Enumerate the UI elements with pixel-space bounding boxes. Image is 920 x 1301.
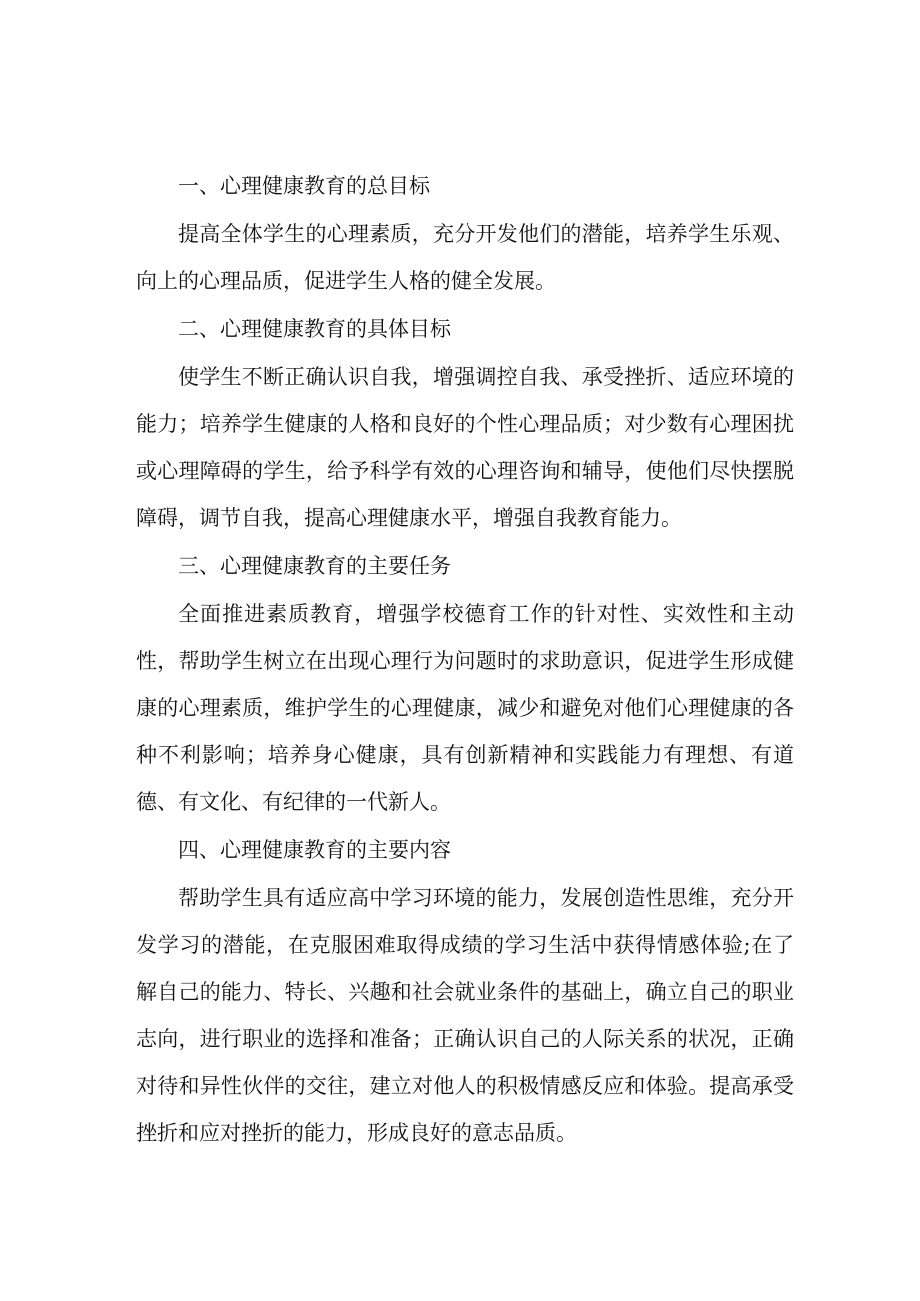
section-body-2: 使学生不断正确认识自我，增强调控自我、承受挫折、适应环境的能力；培养学生健康的人格和良好的个性心理品质；对少数有心理困扰或心理障碍的学生，给予科学有效的心理咨询和辅导，使他们尽快摆脱障碍，调节自我，提高心理健康水平，增强自我教育能力。 bbox=[136, 365, 794, 530]
section-body-4: 帮助学生具有适应高中学习环境的能力，发展创造性思维，充分开发学习的潜能，在克服困难取得成绩的学习生活中获得情感体验;在了解自己的能力、特长、兴趣和社会就业条件的基础上，确立自己的职业志向，进行职业的选择和准备；正确认识自己的人际关系的状况，正确对待和异性伙伴的交往，建立对他人的积极情感反应和体验。提高承受挫折和应对挫折的能力，形成良好的意志品质。 bbox=[136, 886, 794, 1145]
section-body-3: 全面推进素质教育，增强学校德育工作的针对性、实效性和主动性，帮助学生树立在出现心理行为问题时的求助意识，促进学生形成健康的心理素质，维护学生的心理健康，减少和避免对他们心理健康的各种不利影响；培养身心健康，具有创新精神和实践能力有理想、有道德、有文化、有纪律的一代新人。 bbox=[136, 602, 794, 814]
section-heading-4: 四、心理健康教育的主要内容 bbox=[178, 838, 451, 862]
section-body-1: 提高全体学生的心理素质，充分开发他们的潜能，培养学生乐观、向上的心理品质，促进学生人格的健全发展。 bbox=[136, 222, 794, 293]
document-body bbox=[136, 163, 794, 1158]
section-heading-2: 二、心理健康教育的具体目标 bbox=[178, 317, 451, 341]
section-heading-1: 一、心理健康教育的总目标 bbox=[178, 174, 430, 198]
section-heading-3: 三、心理健康教育的主要任务 bbox=[178, 554, 451, 578]
